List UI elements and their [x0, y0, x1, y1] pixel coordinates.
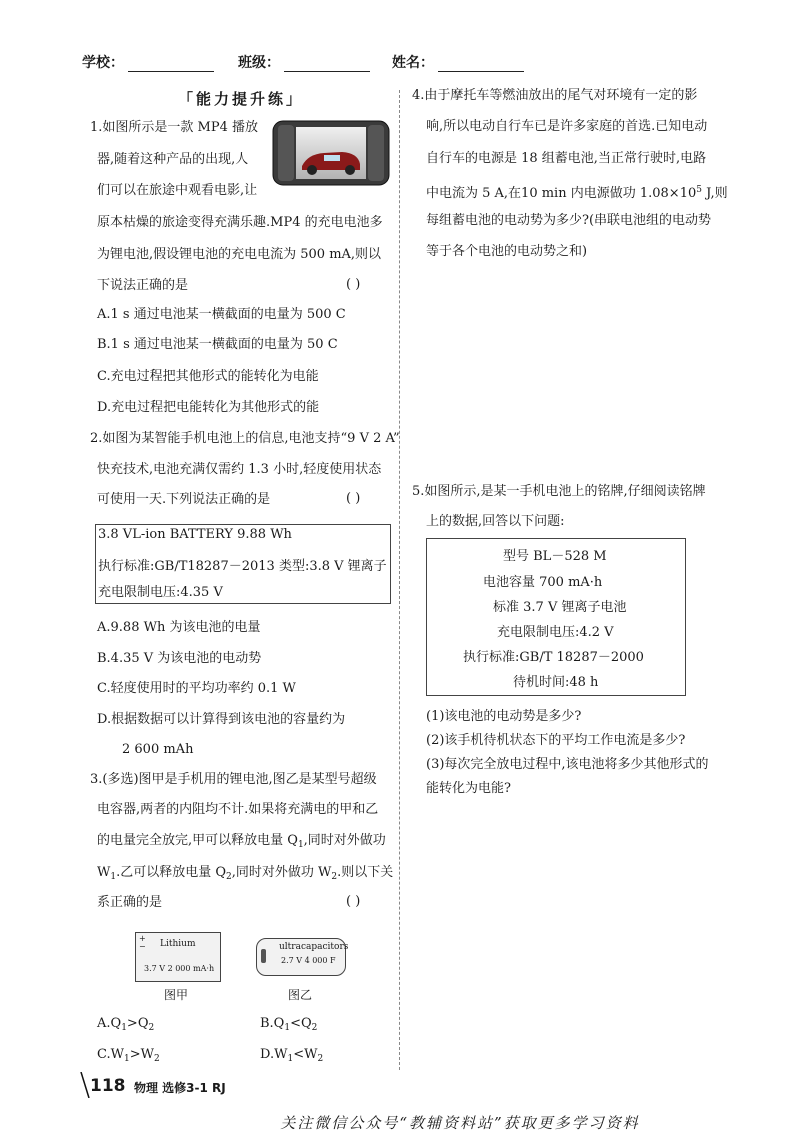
student-info-header: [82, 52, 722, 76]
class-label: 班级：: [238, 55, 280, 71]
q4-line: 自行车的电源是 18 组蓄电池,当正常行驶时,电路: [426, 151, 707, 166]
battery-spec: 3.7 V 2 000 mA·h: [144, 964, 215, 973]
ultracapacitor-figure: [256, 938, 349, 976]
capacitor-label: ultracapacitors: [279, 942, 349, 952]
q1-option-b: B.1 s 通过电池某一横截面的电量为 50 C: [97, 337, 338, 352]
q1-line: 1.如图所示是一款 MP4 播放: [90, 120, 258, 135]
q3-option-a: $A.Q_1>Q_2$: [97, 1016, 155, 1033]
nameplate-row: 执行标准:GB/T 18287－2000: [463, 650, 644, 665]
nameplate-row: 待机时间:48 h: [513, 675, 599, 690]
q2-line: 可使用一天.下列说法正确的是: [97, 492, 271, 507]
caption-figure-b: 图乙: [288, 988, 313, 1002]
q2-option-d-cont: 2 600 mAh: [122, 742, 194, 757]
page-number: 118: [90, 1076, 126, 1096]
q5-line: 5.如图所示,是某一手机电池上的铭牌,仔细阅读铭牌: [412, 484, 706, 499]
minus-sign: −: [139, 942, 146, 951]
nameplate-row: 充电限制电压:4.2 V: [497, 625, 614, 640]
class-blank: [284, 57, 370, 72]
q5-line: 上的数据,回答以下问题:: [426, 514, 565, 529]
q5-subquestion-3-cont: 能转化为电能?: [426, 781, 511, 796]
q1-line: 器,随着这种产品的出现,人: [97, 152, 249, 167]
capacitor-terminal: [261, 949, 266, 963]
q3-option-b: $B.Q_1<Q_2$: [260, 1016, 318, 1033]
q2-box-row: 3.8 VL-ion BATTERY 9.88 Wh: [98, 527, 292, 542]
page-footer: [82, 1072, 382, 1096]
q1-line: 为锂电池,假设锂电池的充电电流为 500 mA,则以: [97, 247, 382, 262]
q2-option-a: A.9.88 Wh 为该电池的电量: [97, 620, 261, 635]
capacitor-spec: 2.7 V 4 000 F: [281, 956, 336, 965]
q1-option-c: C.充电过程把其他形式的能转化为电能: [97, 369, 319, 384]
q5-battery-nameplate: [426, 538, 686, 696]
caption-figure-a: 图甲: [164, 988, 189, 1002]
q2-box-row: 执行标准:GB/T18287－2013 类型:3.8 V 锂离子: [98, 559, 387, 574]
mp4-player-image: [272, 120, 390, 186]
nameplate-row: 标准 3.7 V 锂离子电池: [493, 600, 627, 615]
battery-label: Lithium: [160, 939, 196, 949]
q4-line: 中电流为 5 A,在10 min 内电源做功 $1.08\times 10^5$ J,则: [426, 185, 728, 201]
q3-line: 的电量完全放完,甲可以释放电量 $Q_1$,同时对外做功: [97, 833, 386, 850]
school-label: 学校：: [82, 55, 124, 71]
q2-option-b: B.4.35 V 为该电池的电动势: [97, 651, 262, 666]
footer-subject: 物理 选修3-1 RJ: [134, 1081, 226, 1095]
q2-box-row: 充电限制电压:4.35 V: [98, 585, 223, 600]
bottom-promo-note: 关注微信公众号“教辅资料站”获取更多学习资料: [280, 1114, 640, 1132]
q1-option-d: D.充电过程把电能转化为其他形式的能: [97, 400, 320, 415]
section-title: 「能力提升练」: [178, 90, 305, 108]
q3-line: 系正确的是: [97, 895, 163, 910]
q5-subquestion-2: (2)该手机待机状态下的平均工作电流是多少?: [426, 733, 686, 748]
plus-sign: +: [139, 934, 146, 943]
q2-line: 2.如图为某智能手机电池上的信息,电池支持“9 V 2 A”: [90, 431, 400, 446]
lithium-battery-figure: [135, 932, 221, 982]
q1-line: 原本枯燥的旅途变得充满乐趣.MP4 的充电电池多: [97, 215, 383, 230]
school-blank: [128, 57, 214, 72]
q2-battery-info-box: [95, 524, 391, 604]
column-divider: [399, 90, 400, 1070]
q5-subquestion-3: (3)每次完全放电过程中,该电池将多少其他形式的: [426, 757, 709, 772]
q3-answer-paren: ( ): [346, 894, 361, 909]
q5-subquestion-1: (1)该电池的电动势是多少?: [426, 709, 582, 724]
q2-option-d: D.根据数据可以计算得到该电池的容量约为: [97, 712, 346, 727]
q1-line: 下说法正确的是: [97, 278, 189, 293]
nameplate-row: 电池容量 700 mA·h: [483, 575, 603, 590]
name-blank: [438, 57, 524, 72]
q4-line: 等于各个电池的电动势之和): [426, 244, 588, 259]
q1-answer-paren: ( ): [346, 277, 361, 292]
q3-line: $W_1$.乙可以释放电量 $Q_2$,同时对外做功 $W_2$.则以下关: [97, 865, 394, 882]
q3-option-d: $D.W_1<W_2$: [260, 1047, 324, 1064]
q3-line: 3.(多选)图甲是手机用的锂电池,图乙是某型号超级: [90, 772, 377, 787]
school-field: [82, 52, 214, 72]
nameplate-row: 型号 BL－528 M: [503, 549, 607, 564]
q1-line: 们可以在旅途中观看电影,让: [97, 183, 258, 198]
footer-slash-decoration: [80, 1072, 90, 1098]
name-label: 姓名：: [392, 55, 434, 71]
q3-line: 电容器,两者的内阻均不计.如果将充满电的甲和乙: [97, 802, 379, 817]
name-field: [392, 52, 524, 72]
class-field: [238, 52, 370, 72]
q2-line: 快充技术,电池充满仅需约 1.3 小时,轻度使用状态: [97, 462, 382, 477]
q1-option-a: A.1 s 通过电池某一横截面的电量为 500 C: [97, 307, 346, 322]
q4-line: 响,所以电动自行车已是许多家庭的首选.已知电动: [426, 119, 708, 134]
q2-option-c: C.轻度使用时的平均功率约 0.1 W: [97, 681, 296, 696]
q3-option-c: $C.W_1>W_2$: [97, 1047, 160, 1064]
q4-line: 每组蓄电池的电动势为多少?(串联电池组的电动势: [426, 213, 712, 228]
q4-line: 4.由于摩托车等燃油放出的尾气对环境有一定的影: [412, 88, 698, 103]
q2-answer-paren: ( ): [346, 491, 361, 506]
